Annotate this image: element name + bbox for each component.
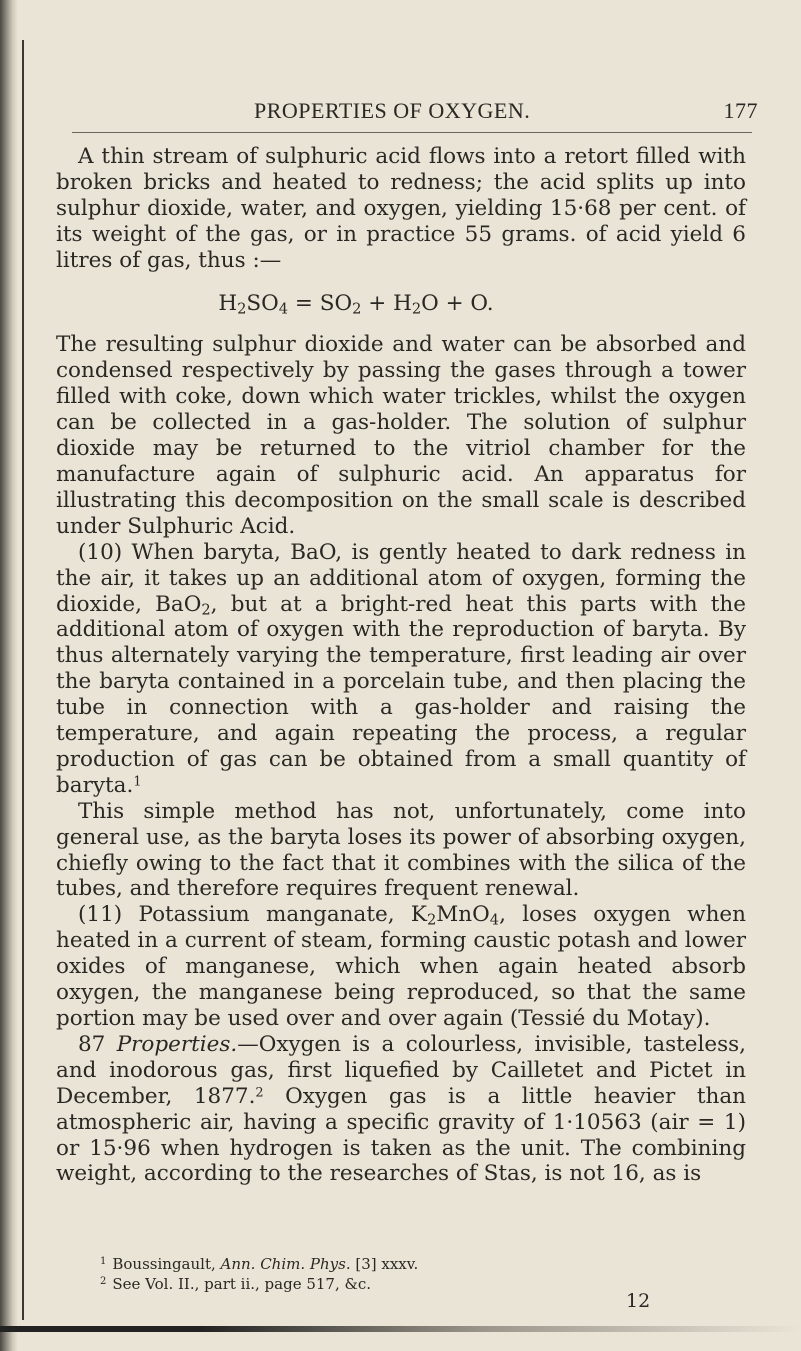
footnote-1: $^1$ Boussingault, Ann. Chim. Phys. [3] xxxv. [100, 1255, 419, 1273]
paragraph-3: (10) When baryta, BaO, is gently heated to dark redness in the air, it takes up an additional atom of oxygen, forming the dioxide, BaO$_2$, but at a bright-red heat this parts with the additional atom of oxygen with the reproduction of baryta. By thus alternately varying the temperature, first leading air over the baryta contained in a porcelain tube, and then placing the tube in connection with a gas-holder and raising the temperature, and again repeating the process, a regular production of gas can be obtained from a small quantity of baryta.$^1$ [56, 539, 747, 798]
page-number: 177 [723, 98, 758, 123]
header-rule [72, 132, 752, 133]
paragraph-1: A thin stream of sulphuric acid flows into a retort filled with broken bricks and heated to redness; the acid splits up into sulphur dioxide, water, and oxygen, yielding 15·68 per cent. of its weight of the gas, or in practice 55 grams. of acid yield 6 litres of gas, thus :— [56, 144, 746, 273]
footnotes [100, 1253, 750, 1293]
paragraph-5: (11) Potassium manganate, $K_2MnO_4$, loses oxygen when heated in a current of steam, forming caustic potash and lower oxides of manganese, which when again heated absorb oxygen, the manganese being reproduced, so that the same portion may be used over and over again (Tessié du Motay). [56, 902, 746, 1031]
paragraph-4: This simple method has not, unfortunately, come into general use, as the baryta loses its power of absorbing oxygen, chiefly owing to the fact that it combines with the silica of the tubes, and therefore requires frequent renewal. [56, 798, 746, 902]
running-title: PROPERTIES OF OXYGEN. [254, 98, 531, 123]
chemical-equation: $H_2SO_4 = SO_2 + H_2O + O$. [218, 290, 494, 318]
section-number: 87 [78, 1031, 117, 1057]
footnote-ref-2: 2 [255, 1085, 264, 1101]
paragraph-6: 87 Properties.—Oxygen is a colourless, invisible, tasteless, and inodorous gas, first liquefied by Cailletet and Pictet in December, 1877.$^2$ Oxygen gas is a little heavier than atmospheric air, having a specific gravity of 1·10563 (air = 1) or 15·96 when hydrogen is taken as the unit. The combining weight, according to the researches of Stas, is not 16, as is [56, 1031, 747, 1187]
page-gutter-edge [22, 40, 24, 1320]
body-text [56, 144, 746, 1187]
section-heading: Properties. [116, 1031, 238, 1057]
book-spine-shadow [0, 0, 18, 1351]
signature-mark: 12 [626, 1290, 651, 1312]
footnote-2: $^2$ See Vol. II., part ii., page 517, &c. [100, 1275, 372, 1293]
page-header [52, 90, 758, 126]
paragraph-2: The resulting sulphur dioxide and water can be absorbed and condensed respectively by passing the gases through a tower filled with coke, down which water trickles, whilst the oxygen can be collected in a gas-holder. The solution of sulphur dioxide may be returned to the vitriol chamber for the manufacture again of sulphuric acid. An apparatus for illustrating this decomposition on the small scale is described under Sulphuric Acid. [56, 332, 746, 539]
footnote-ref-1: 1 [133, 774, 142, 790]
page-bottom-edge [0, 1326, 801, 1332]
